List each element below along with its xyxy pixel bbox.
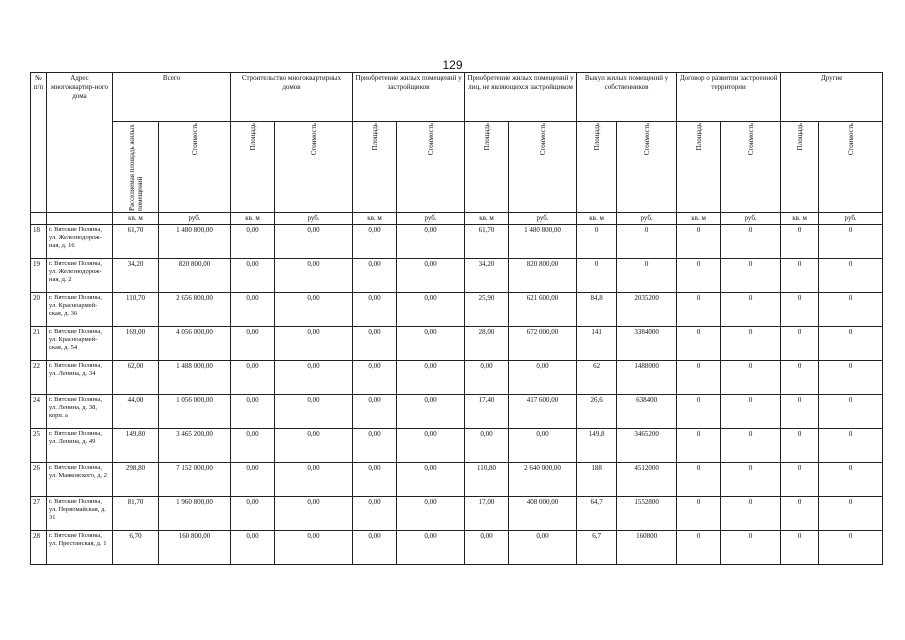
row-value: 0 xyxy=(781,463,819,497)
row-value: 0,00 xyxy=(231,463,275,497)
subheader-cost: Стоимость xyxy=(190,123,199,156)
header-group-construction: Строительство многоквартирных домов xyxy=(231,73,353,122)
row-number: 26 xyxy=(31,463,47,497)
row-value: 0,00 xyxy=(275,225,353,259)
row-number: 18 xyxy=(31,225,47,259)
row-value: 0,00 xyxy=(397,395,465,429)
unit-cost: руб. xyxy=(397,213,465,225)
row-value: 1552800 xyxy=(617,497,677,531)
row-number: 22 xyxy=(31,361,47,395)
row-value: 0 xyxy=(721,463,781,497)
row-address: г. Вятские Поляны, ул. Железнодорож-ная, д. 2 xyxy=(47,259,113,293)
row-value: 0 xyxy=(677,361,721,395)
subheader-cost: Стоимость xyxy=(846,123,855,156)
row-number: 24 xyxy=(31,395,47,429)
table-row xyxy=(31,293,883,327)
row-value: 0,00 xyxy=(397,463,465,497)
row-value: 0,00 xyxy=(275,429,353,463)
row-value: 34,20 xyxy=(113,259,159,293)
row-value: 3465200 xyxy=(617,429,677,463)
subheader-row xyxy=(31,122,883,213)
row-number: 20 xyxy=(31,293,47,327)
row-address: г. Вятские Поляны, ул. Первомайская, д. 31 xyxy=(47,497,113,531)
row-value: 64,7 xyxy=(577,497,617,531)
header-address: Адрес многоквартир-ного дома xyxy=(47,73,113,213)
row-address: г. Вятские Поляны, ул. Ленина, д. 49 xyxy=(47,429,113,463)
row-value: 0 xyxy=(577,259,617,293)
row-value: 7 152 000,00 xyxy=(159,463,231,497)
row-value: 0,00 xyxy=(353,293,397,327)
row-value: 28,00 xyxy=(465,327,509,361)
row-value: 408 000,00 xyxy=(509,497,577,531)
unit-cost: руб. xyxy=(617,213,677,225)
table-row xyxy=(31,327,883,361)
row-value: 820 800,00 xyxy=(509,259,577,293)
row-value: 0 xyxy=(677,293,721,327)
row-value: 0 xyxy=(819,463,883,497)
page-number: 129 xyxy=(442,58,463,72)
subheader-cost: Стоимость xyxy=(642,123,651,156)
row-value: 0,00 xyxy=(465,361,509,395)
row-value: 61,70 xyxy=(113,225,159,259)
row-value: 0 xyxy=(677,225,721,259)
row-value: 0 xyxy=(677,497,721,531)
table-row xyxy=(31,395,883,429)
unit-cost: руб. xyxy=(509,213,577,225)
row-value: 0,00 xyxy=(397,361,465,395)
table-row xyxy=(31,531,883,565)
row-value: 417 600,00 xyxy=(509,395,577,429)
row-value: 26,6 xyxy=(577,395,617,429)
row-value: 0 xyxy=(819,497,883,531)
row-value: 0,00 xyxy=(231,327,275,361)
row-number: 25 xyxy=(31,429,47,463)
row-value: 149,8 xyxy=(577,429,617,463)
header-group-developer-purchase: Приобретение жилых помещений у застройщиков xyxy=(353,73,465,122)
row-value: 3 465 200,00 xyxy=(159,429,231,463)
row-value: 0,00 xyxy=(353,327,397,361)
row-value: 17,40 xyxy=(465,395,509,429)
table-body xyxy=(31,225,883,565)
row-value: 34,20 xyxy=(465,259,509,293)
row-value: 0 xyxy=(721,395,781,429)
row-value: 0,00 xyxy=(275,497,353,531)
row-value: 0 xyxy=(781,429,819,463)
row-value: 0 xyxy=(721,259,781,293)
header-group-non-developer-purchase: Приобретение жилых помещений у лиц, не являющихся застройщиком xyxy=(465,73,577,122)
table-row xyxy=(31,429,883,463)
unit-area: кв. м xyxy=(781,213,819,225)
row-value: 110,70 xyxy=(113,293,159,327)
unit-area: кв. м xyxy=(677,213,721,225)
row-number: 27 xyxy=(31,497,47,531)
row-value: 0 xyxy=(721,225,781,259)
row-value: 0 xyxy=(781,361,819,395)
row-value: 0 xyxy=(677,259,721,293)
unit-area: кв. м xyxy=(231,213,275,225)
row-value: 17,00 xyxy=(465,497,509,531)
row-address: г. Вятские Поляны, ул. Престанская, д. 1 xyxy=(47,531,113,565)
row-value: 81,70 xyxy=(113,497,159,531)
row-value: 0 xyxy=(819,531,883,565)
header-group-buyout: Выкуп жилых помещений у собственников xyxy=(577,73,677,122)
row-value: 1 480 800,00 xyxy=(159,225,231,259)
subheader-area: Площадь xyxy=(592,123,601,151)
row-value: 0 xyxy=(617,259,677,293)
row-value: 0,00 xyxy=(231,395,275,429)
row-value: 0 xyxy=(781,259,819,293)
unit-area: кв. м xyxy=(465,213,509,225)
subheader-area: Площадь xyxy=(694,123,703,151)
unit-cost: руб. xyxy=(275,213,353,225)
row-value: 160 800,00 xyxy=(159,531,231,565)
row-value: 0,00 xyxy=(353,225,397,259)
row-value: 0,00 xyxy=(397,429,465,463)
row-value: 0 xyxy=(819,259,883,293)
row-value: 0,00 xyxy=(509,429,577,463)
row-value: 0 xyxy=(677,327,721,361)
row-value: 0 xyxy=(781,293,819,327)
row-value: 0,00 xyxy=(397,293,465,327)
row-value: 0 xyxy=(677,463,721,497)
row-value: 0 xyxy=(781,225,819,259)
unit-cost: руб. xyxy=(819,213,883,225)
row-value: 44,00 xyxy=(113,395,159,429)
table-row xyxy=(31,225,883,259)
unit-area: кв. м xyxy=(353,213,397,225)
row-value: 25,90 xyxy=(465,293,509,327)
row-value: 638400 xyxy=(617,395,677,429)
row-value: 0,00 xyxy=(509,531,577,565)
subheader-area: Площадь xyxy=(795,123,804,151)
row-value: 1488000 xyxy=(617,361,677,395)
row-value: 62 xyxy=(577,361,617,395)
row-value: 0,00 xyxy=(231,225,275,259)
row-value: 0 xyxy=(721,327,781,361)
row-address: г. Вятские Поляны, ул. Железнодорож-ная, д. 16 xyxy=(47,225,113,259)
row-value: 0,00 xyxy=(353,361,397,395)
row-value: 0,00 xyxy=(231,361,275,395)
row-value: 0,00 xyxy=(275,531,353,565)
unit-cost: руб. xyxy=(159,213,231,225)
subheader-area: Площадь xyxy=(370,123,379,151)
row-value: 3384000 xyxy=(617,327,677,361)
row-value: 0,00 xyxy=(231,531,275,565)
row-value: 0 xyxy=(677,531,721,565)
row-value: 0,00 xyxy=(231,429,275,463)
row-value: 2 640 000,00 xyxy=(509,463,577,497)
row-value: 0,00 xyxy=(397,327,465,361)
row-value: 62,00 xyxy=(113,361,159,395)
row-value: 188 xyxy=(577,463,617,497)
subheader-area: Площадь xyxy=(248,123,257,151)
row-number: 19 xyxy=(31,259,47,293)
row-value: 141 xyxy=(577,327,617,361)
row-value: 0 xyxy=(819,361,883,395)
resettlement-table xyxy=(30,72,883,565)
row-value: 169,00 xyxy=(113,327,159,361)
row-value: 672 000,00 xyxy=(509,327,577,361)
row-value: 0,00 xyxy=(353,531,397,565)
row-value: 149,80 xyxy=(113,429,159,463)
subheader-cost: Стоимость xyxy=(538,123,547,156)
row-value: 6,7 xyxy=(577,531,617,565)
row-value: 0 xyxy=(617,225,677,259)
row-value: 1 480 800,00 xyxy=(509,225,577,259)
subheader-area: Площадь xyxy=(482,123,491,151)
units-row xyxy=(31,213,883,225)
row-value: 0,00 xyxy=(509,361,577,395)
row-value: 0 xyxy=(781,395,819,429)
row-value: 820 800,00 xyxy=(159,259,231,293)
row-value: 1 488 000,00 xyxy=(159,361,231,395)
row-value: 0 xyxy=(819,429,883,463)
header-number: № п/п xyxy=(31,73,47,213)
row-value: 0,00 xyxy=(275,395,353,429)
subheader-cost: Стоимость xyxy=(746,123,755,156)
table-row xyxy=(31,497,883,531)
row-value: 0,00 xyxy=(397,531,465,565)
row-value: 0 xyxy=(819,395,883,429)
table-row xyxy=(31,463,883,497)
row-value: 298,80 xyxy=(113,463,159,497)
row-value: 0,00 xyxy=(397,259,465,293)
row-value: 0,00 xyxy=(275,293,353,327)
row-value: 0 xyxy=(819,225,883,259)
row-value: 0 xyxy=(781,497,819,531)
row-value: 2035200 xyxy=(617,293,677,327)
row-value: 0 xyxy=(781,327,819,361)
row-value: 0,00 xyxy=(275,361,353,395)
row-value: 0,00 xyxy=(275,259,353,293)
header-group-territory-agreement: Договор о развитии застроенной территории xyxy=(677,73,781,122)
row-value: 110,80 xyxy=(465,463,509,497)
row-value: 160800 xyxy=(617,531,677,565)
table-row xyxy=(31,361,883,395)
row-value: 84,8 xyxy=(577,293,617,327)
row-value: 0 xyxy=(721,429,781,463)
subheader-cost: Стоимость xyxy=(309,123,318,156)
row-value: 0 xyxy=(721,293,781,327)
unit-area: кв. м xyxy=(113,213,159,225)
row-value: 61,70 xyxy=(465,225,509,259)
row-value: 0,00 xyxy=(353,395,397,429)
table-row xyxy=(31,259,883,293)
row-value: 0,00 xyxy=(465,429,509,463)
header-group-total: Всего xyxy=(113,73,231,122)
row-value: 0 xyxy=(721,361,781,395)
unit-cost: руб. xyxy=(721,213,781,225)
subheader-cost: Стоимость xyxy=(426,123,435,156)
row-value: 0 xyxy=(577,225,617,259)
row-value: 4512000 xyxy=(617,463,677,497)
row-value: 0 xyxy=(721,497,781,531)
subheader-area-total: Расселяемая площадь жилых помещений xyxy=(127,124,144,211)
row-value: 0,00 xyxy=(231,293,275,327)
row-value: 0 xyxy=(781,531,819,565)
row-value: 0,00 xyxy=(397,225,465,259)
row-value: 0 xyxy=(819,327,883,361)
row-number: 21 xyxy=(31,327,47,361)
row-value: 0,00 xyxy=(397,497,465,531)
row-value: 0,00 xyxy=(231,259,275,293)
row-address: г. Вятские Поляны, ул. Ленина, д. 34 xyxy=(47,361,113,395)
row-value: 0,00 xyxy=(231,497,275,531)
header-group-other: Другие xyxy=(781,73,883,122)
row-value: 1 056 000,00 xyxy=(159,395,231,429)
row-address: г. Вятские Поляны, ул. Красноармей-ская, д. 36 xyxy=(47,293,113,327)
row-value: 0,00 xyxy=(275,463,353,497)
row-value: 4 056 000,00 xyxy=(159,327,231,361)
row-value: 621 600,00 xyxy=(509,293,577,327)
row-value: 0 xyxy=(819,293,883,327)
row-address: г. Вятские Поляны, ул. Маяковского, д. 2 xyxy=(47,463,113,497)
row-value: 2 656 800,00 xyxy=(159,293,231,327)
row-value: 0 xyxy=(721,531,781,565)
row-number: 28 xyxy=(31,531,47,565)
row-address: г. Вятские Поляны, ул. Ленина, д. 38, корп. а xyxy=(47,395,113,429)
row-value: 0 xyxy=(677,395,721,429)
row-value: 0,00 xyxy=(275,327,353,361)
unit-area: кв. м xyxy=(577,213,617,225)
row-value: 0 xyxy=(677,429,721,463)
row-value: 1 960 800,00 xyxy=(159,497,231,531)
row-value: 0,00 xyxy=(353,429,397,463)
row-value: 6,70 xyxy=(113,531,159,565)
row-value: 0,00 xyxy=(465,531,509,565)
row-value: 0,00 xyxy=(353,259,397,293)
row-value: 0,00 xyxy=(353,497,397,531)
row-address: г. Вятские Поляны, ул. Красноармей-ская, д. 54 xyxy=(47,327,113,361)
row-value: 0,00 xyxy=(353,463,397,497)
